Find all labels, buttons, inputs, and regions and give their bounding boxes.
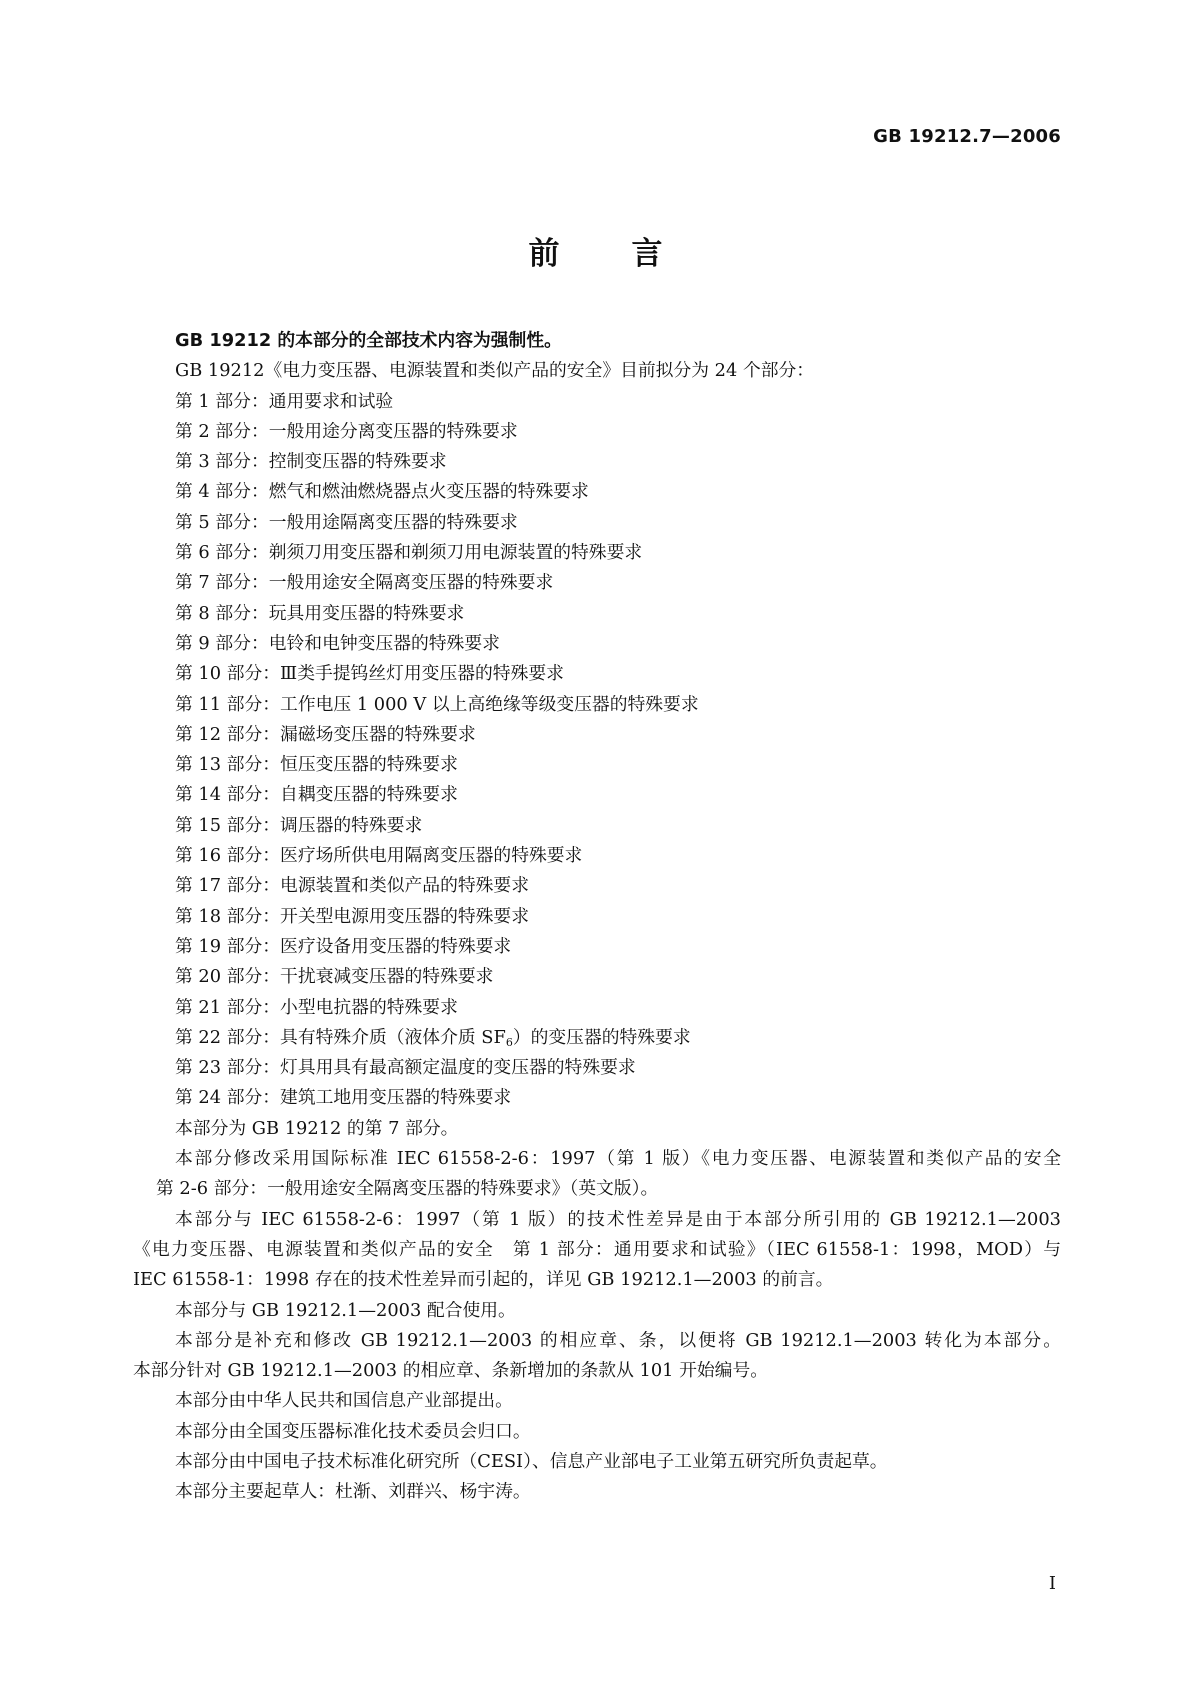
paragraph-drafted-by: 本部分由中国电子技术标准化研究所（CESI）、信息产业部电子工业第五研究所负责起草。 xyxy=(175,1450,888,1472)
title-char-1: 前 xyxy=(528,236,560,272)
list-item: 第 3 部分：控制变压器的特殊要求 xyxy=(175,451,447,473)
list-item: 第 6 部分：剃须刀用变压器和剃须刀用电源装置的特殊要求 xyxy=(175,542,643,564)
list-item: 第 9 部分：电铃和电钟变压器的特殊要求 xyxy=(175,632,500,654)
list-item: 第 21 部分：小型电抗器的特殊要求 xyxy=(175,996,458,1018)
page-number: I xyxy=(1048,1573,1056,1594)
list-item: 第 24 部分：建筑工地用变压器的特殊要求 xyxy=(175,1087,512,1109)
series-intro: GB 19212《电力变压器、电源装置和类似产品的安全》目前拟分为 24 个部分： xyxy=(175,360,815,382)
list-item: 第 1 部分：通用要求和试验 xyxy=(175,390,394,412)
paragraph-adoption-line-2: 第 2-6 部分：一般用途安全隔离变压器的特殊要求》（英文版）。 xyxy=(156,1178,659,1200)
list-item: 第 8 部分：玩具用变压器的特殊要求 xyxy=(175,602,465,624)
paragraph-drafters: 本部分主要起草人：杜渐、刘群兴、杨宇涛。 xyxy=(175,1481,531,1503)
page-title xyxy=(0,228,1191,273)
list-item: 第 4 部分：燃气和燃油燃烧器点火变压器的特殊要求 xyxy=(175,481,589,503)
list-item: 第 13 部分：恒压变压器的特殊要求 xyxy=(175,754,458,776)
list-item: 第 18 部分：开关型电源用变压器的特殊要求 xyxy=(175,905,529,927)
list-item-part-22 xyxy=(133,1023,1061,1053)
standard-number-header: GB 19212.7—2006 xyxy=(873,126,1061,147)
paragraph-centralized-by: 本部分由全国变压器标准化技术委员会归口。 xyxy=(175,1420,531,1442)
list-item: 第 20 部分：干扰衰减变压器的特殊要求 xyxy=(175,966,494,988)
title-char-2: 言 xyxy=(631,236,663,272)
mandatory-statement: GB 19212 的本部分的全部技术内容为强制性。 xyxy=(175,330,562,351)
part22-text: 第 22 部分：具有特殊介质（液体介质 SF xyxy=(175,1026,506,1048)
paragraph-supplement-line-1: 本部分是补充和修改 GB 19212.1—2003 的相应章、条，以便将 GB 19212.1—2003 转化为本部分。 xyxy=(175,1329,1061,1351)
list-item: 第 10 部分：Ⅲ类手提钨丝灯用变压器的特殊要求 xyxy=(175,663,564,685)
list-item: 第 23 部分：灯具用具有最高额定温度的变压器的特殊要求 xyxy=(175,1057,636,1079)
paragraph-supplement-line-2: 本部分针对 GB 19212.1—2003 的相应章、条新增加的条款从 101 开始编号。 xyxy=(133,1360,769,1382)
sf6-subscript: 6 xyxy=(505,1035,513,1049)
list-item: 第 7 部分：一般用途安全隔离变压器的特殊要求 xyxy=(175,572,554,594)
list-item: 第 17 部分：电源装置和类似产品的特殊要求 xyxy=(175,875,529,897)
paragraph-differences-line-1: 本部分与 IEC 61558-2-6：1997（第 1 版）的技术性差异是由于本部分所引用的 GB 19212.1—2003 xyxy=(175,1208,1061,1230)
parts-list xyxy=(133,387,1061,1114)
list-item: 第 12 部分：漏磁场变压器的特殊要求 xyxy=(175,723,476,745)
list-item: 第 14 部分：自耦变压器的特殊要求 xyxy=(175,784,458,806)
list-item: 第 2 部分：一般用途分离变压器的特殊要求 xyxy=(175,420,518,442)
paragraph-differences-line-2: 《电力变压器、电源装置和类似产品的安全 第 1 部分：通用要求和试验》（IEC 61558-1：1998，MOD）与 xyxy=(133,1238,1061,1260)
paragraph-usage: 本部分与 GB 19212.1—2003 配合使用。 xyxy=(175,1299,516,1321)
list-item: 第 5 部分：一般用途隔离变压器的特殊要求 xyxy=(175,511,518,533)
list-item: 第 15 部分：调压器的特殊要求 xyxy=(175,814,423,836)
list-item: 第 11 部分：工作电压 1 000 V 以上高绝缘等级变压器的特殊要求 xyxy=(175,693,699,715)
list-item: 第 16 部分：医疗场所供电用隔离变压器的特殊要求 xyxy=(175,845,583,867)
part22-text-tail: ）的变压器的特殊要求 xyxy=(512,1026,691,1048)
paragraph-adoption-line-1: 本部分修改采用国际标准 IEC 61558-2-6：1997（第 1 版）《电力变压器、电源装置和类似产品的安全 xyxy=(175,1148,1061,1170)
list-item: 第 19 部分：医疗设备用变压器的特殊要求 xyxy=(175,935,512,957)
paragraph-part-number: 本部分为 GB 19212 的第 7 部分。 xyxy=(175,1117,459,1139)
paragraph-proposed-by: 本部分由中华人民共和国信息产业部提出。 xyxy=(175,1390,513,1412)
paragraph-differences-line-3: IEC 61558-1：1998 存在的技术性差异而引起的，详见 GB 19212.1—2003 的前言。 xyxy=(133,1269,834,1291)
foreword-body xyxy=(133,326,1061,1508)
